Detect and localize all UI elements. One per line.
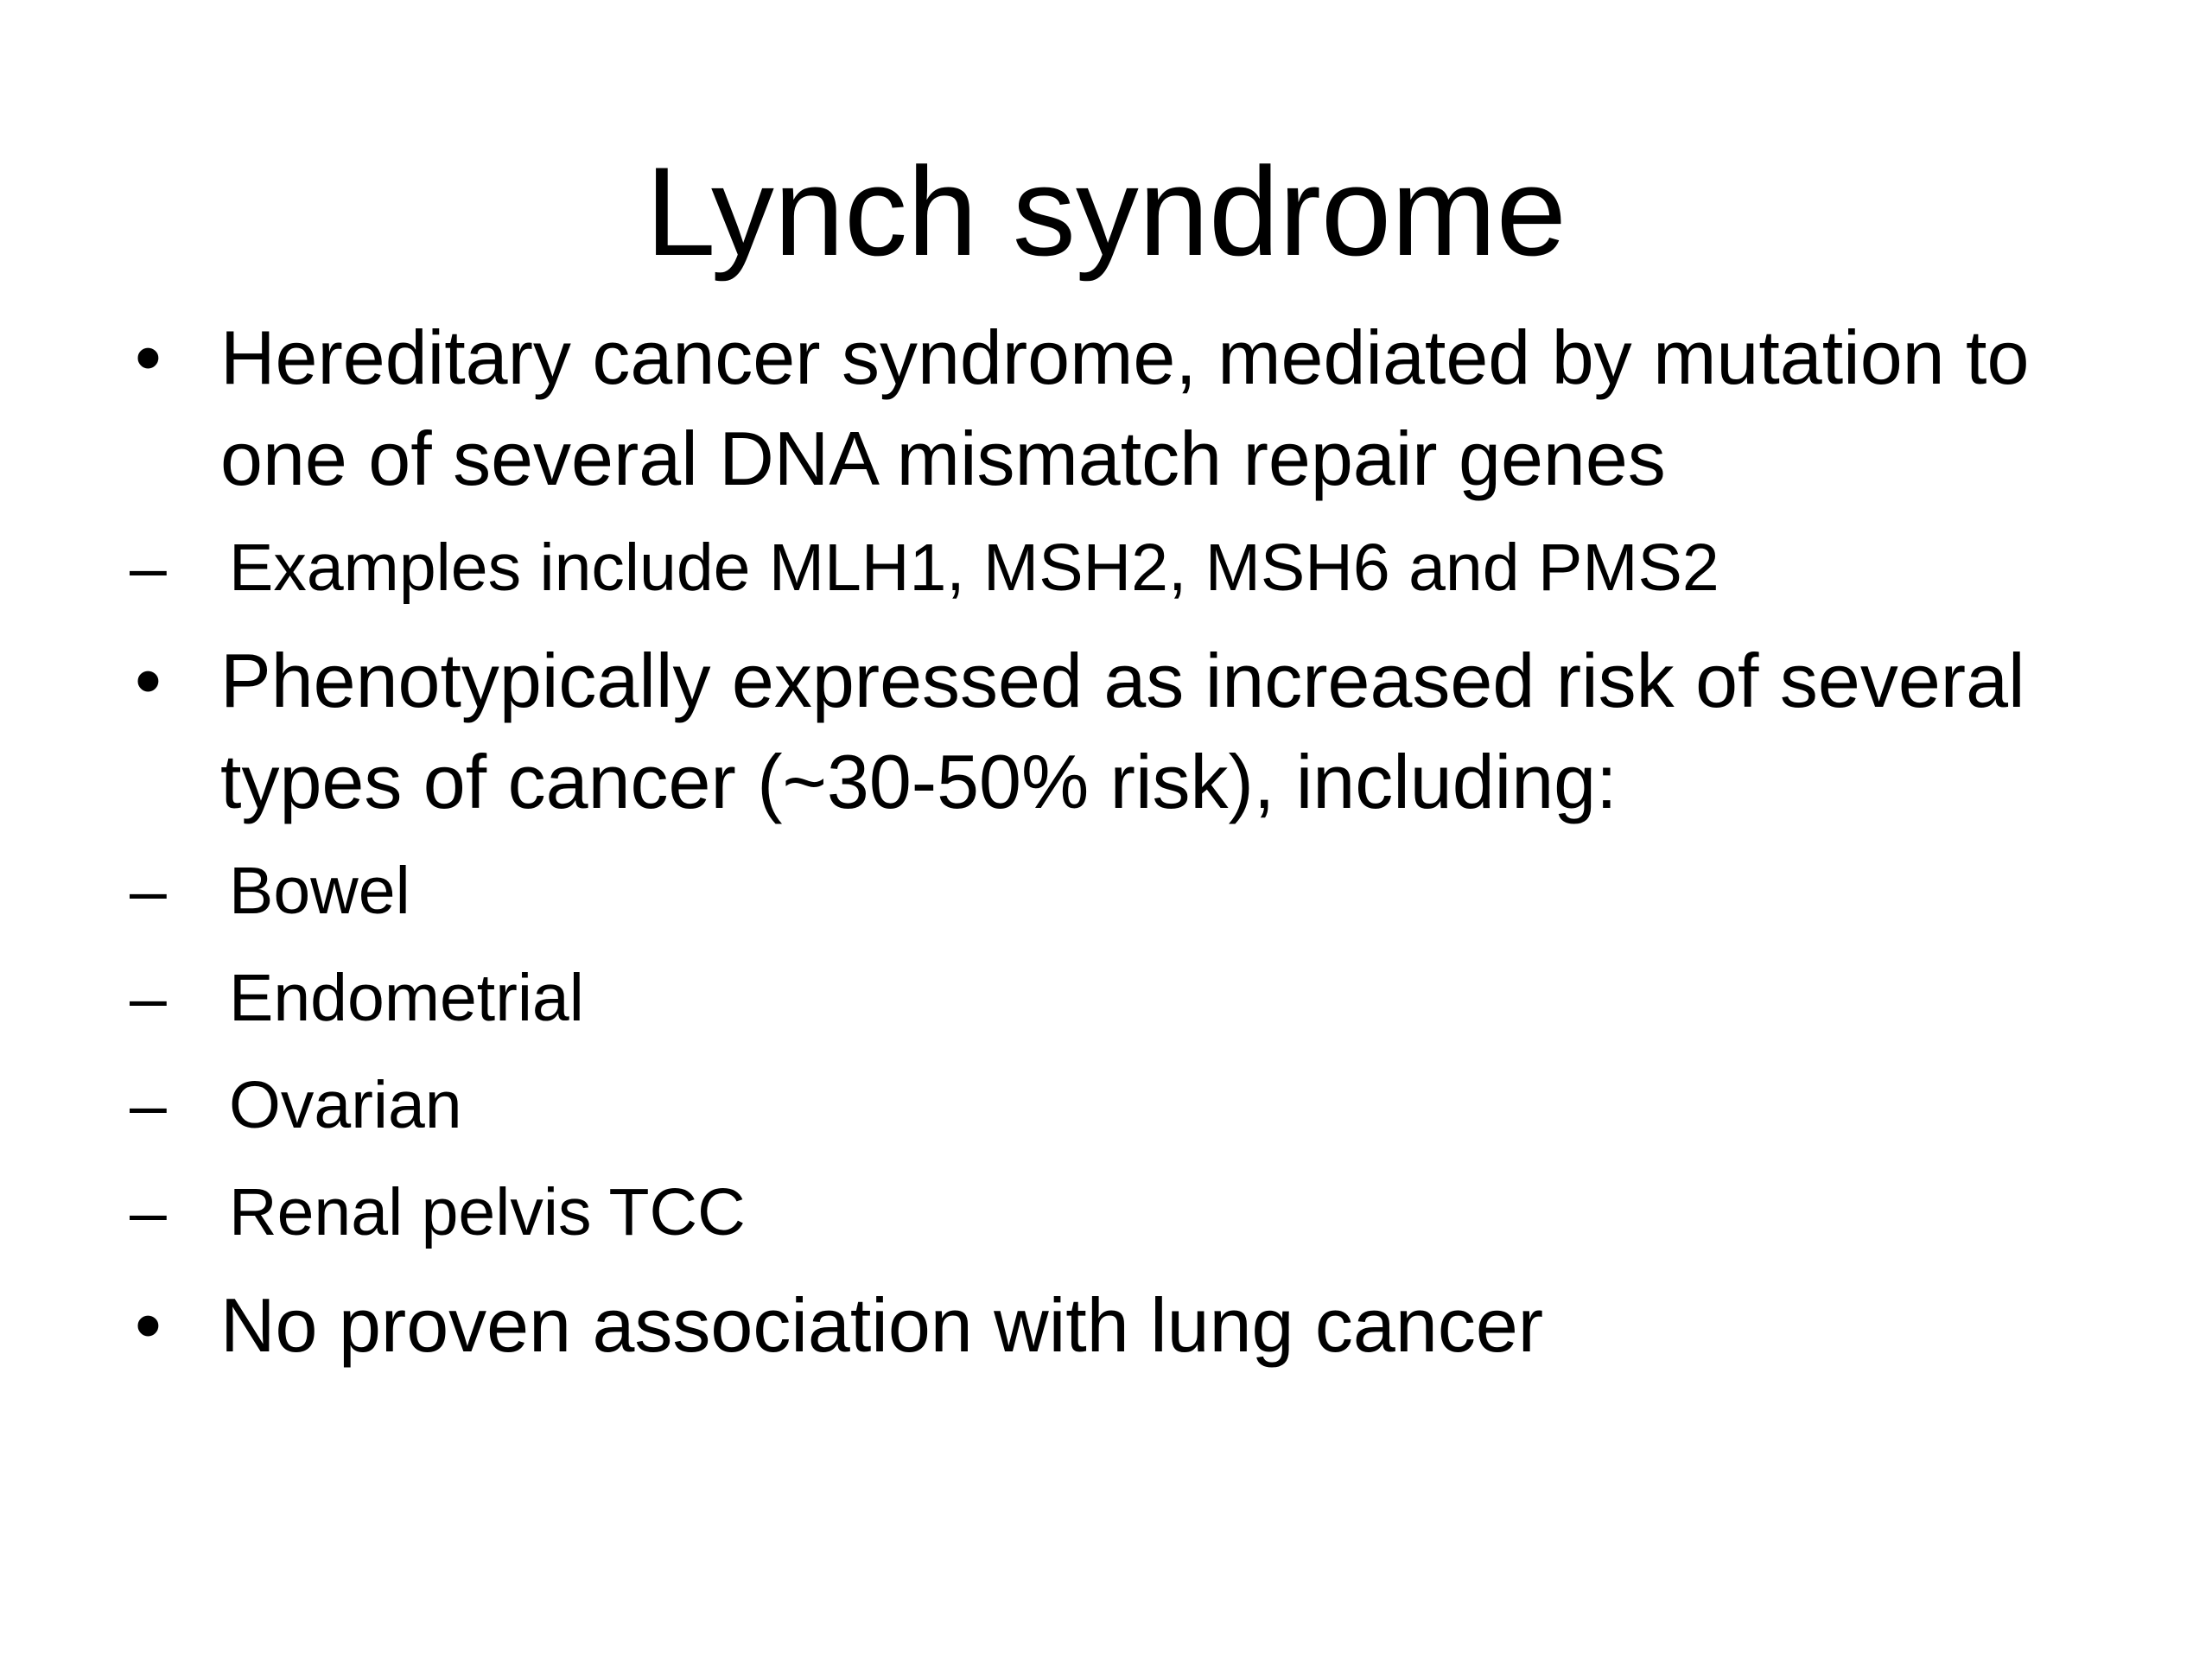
- sub-item: [130, 837, 2117, 944]
- bullet-text: Hereditary cancer syndrome, mediated by mutation to one of several DNA mismatch repair genes: [220, 315, 2030, 501]
- bullet-text: Phenotypically expressed as increased risk of several types of cancer (~30-50% risk), including:: [220, 638, 2025, 824]
- sub-marker: –: [130, 1175, 167, 1249]
- bullet-marker: •: [135, 315, 162, 400]
- sub-marker: –: [130, 1068, 167, 1142]
- bullet-list: [130, 307, 2117, 1376]
- bullet-item: [130, 1274, 2117, 1376]
- spacer: [130, 1266, 2117, 1274]
- sub-item: [130, 1052, 2117, 1159]
- sub-item-text: Ovarian: [229, 1068, 462, 1142]
- bullet-item: [130, 307, 2117, 509]
- sub-marker: –: [130, 961, 167, 1035]
- sub-item-text: Examples include MLH1, MSH2, MSH6 and PMS2: [229, 531, 1719, 605]
- slide-title: Lynch syndrome: [645, 141, 1567, 282]
- sub-item: [130, 1159, 2117, 1266]
- sub-list: [130, 514, 2117, 621]
- sub-item-text: Endometrial: [229, 961, 584, 1035]
- bullet-marker: •: [135, 1282, 162, 1368]
- bullet-marker: •: [135, 638, 162, 723]
- sub-item-text: Renal pelvis TCC: [229, 1175, 746, 1249]
- bullet-item: [130, 630, 2117, 832]
- sub-marker: –: [130, 531, 167, 605]
- sub-marker: –: [130, 854, 167, 928]
- sub-item: [130, 944, 2117, 1052]
- sub-list: [130, 837, 2117, 1266]
- spacer: [130, 621, 2117, 630]
- sub-item-text: Bowel: [229, 854, 410, 928]
- bullet-text: No proven association with lung cancer: [220, 1282, 1544, 1368]
- sub-item: [130, 514, 2117, 621]
